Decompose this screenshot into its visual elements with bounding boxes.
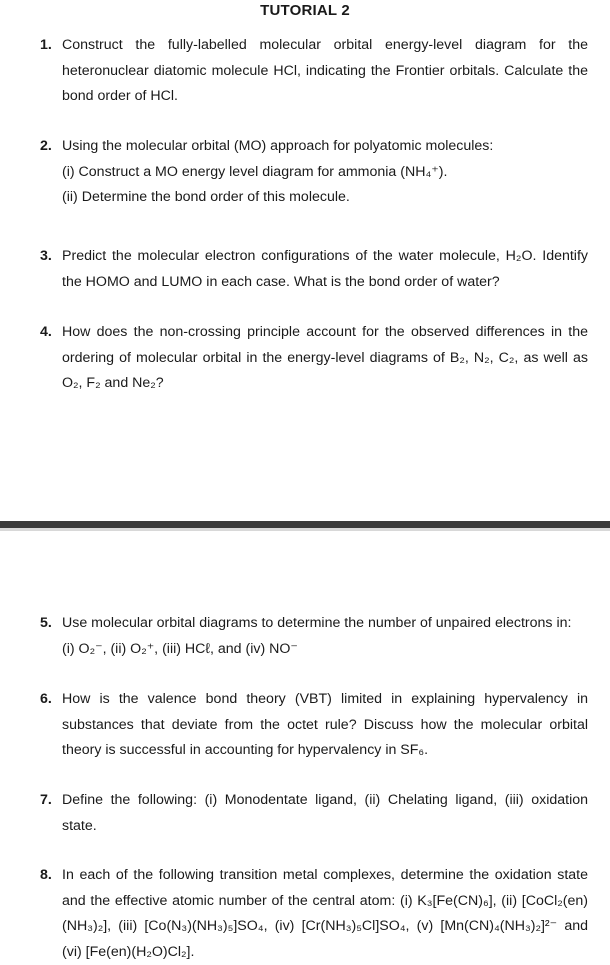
- question-7: [40, 788, 588, 839]
- page-divider-shade: [0, 528, 610, 531]
- question-number: 3.: [40, 248, 52, 264]
- question-number: 7.: [40, 792, 52, 808]
- question-subpart: (i) Construct a MO energy level diagram for ammonia (NH₄⁺).: [62, 163, 448, 180]
- question-4: [40, 320, 588, 397]
- question-subpart: (ii) Determine the bond order of this molecule.: [62, 189, 350, 205]
- question-text: Construct the fully-labelled molecular orbital energy-level diagram for the heteronuclear diatomic molecule HCl, indicating the Frontier orbitals. Calculate the bond order of HCl.: [62, 37, 588, 104]
- question-text: Predict the molecular electron configurations of the water molecule, H₂O. Identify the HOMO and LUMO in each case. What is the bond order of water?: [62, 248, 588, 290]
- question-number: 6.: [40, 691, 52, 707]
- question-text: How is the valence bond theory (VBT) limited in explaining hypervalency in substances that deviate from the octet rule? Discuss how the molecular orbital theory is successful in accounting for hypervalency in SF₆.: [62, 691, 588, 758]
- question-text: In each of the following transition metal complexes, determine the oxidation state and the effective atomic number of the central atom: (i) K₃[Fe(CN)₆], (ii) [CoCl₂(en)(NH₃)₂], (iii) [Co(N₃)(NH₃)₅]SO₄, (iv) [Cr(NH₃)₅Cl]SO₄, (v) [Mn(CN)₄(NH₃)₂]²⁻ and (vi) [Fe(en)(H₂O)Cl₂].: [62, 867, 588, 960]
- page-divider: [0, 521, 610, 528]
- question-text: Using the molecular orbital (MO) approach for polyatomic molecules:: [62, 138, 494, 154]
- question-number: 8.: [40, 867, 52, 883]
- question-8: [40, 863, 588, 965]
- question-number: 1.: [40, 37, 52, 53]
- question-number: 2.: [40, 138, 52, 154]
- question-text: Define the following: (i) Monodentate ligand, (ii) Chelating ligand, (iii) oxidation state.: [62, 792, 588, 834]
- page-title: TUTORIAL 2: [260, 2, 350, 19]
- question-6: [40, 687, 588, 764]
- question-5: [40, 611, 588, 662]
- question-1: [40, 33, 588, 110]
- question-number: 4.: [40, 324, 52, 340]
- question-text: How does the non-crossing principle account for the observed differences in the ordering of molecular orbital in the energy-level diagrams of B₂, N₂, C₂, as well as O₂, F₂ and Ne₂?: [62, 324, 588, 391]
- question-3: [40, 244, 588, 295]
- question-text: Use molecular orbital diagrams to determine the number of unpaired electrons in:: [62, 615, 572, 631]
- question-number: 5.: [40, 615, 52, 631]
- question-2: [40, 134, 588, 211]
- question-subpart: (i) O₂⁻, (ii) O₂⁺, (iii) HCℓ, and (iv) NO⁻: [62, 640, 298, 657]
